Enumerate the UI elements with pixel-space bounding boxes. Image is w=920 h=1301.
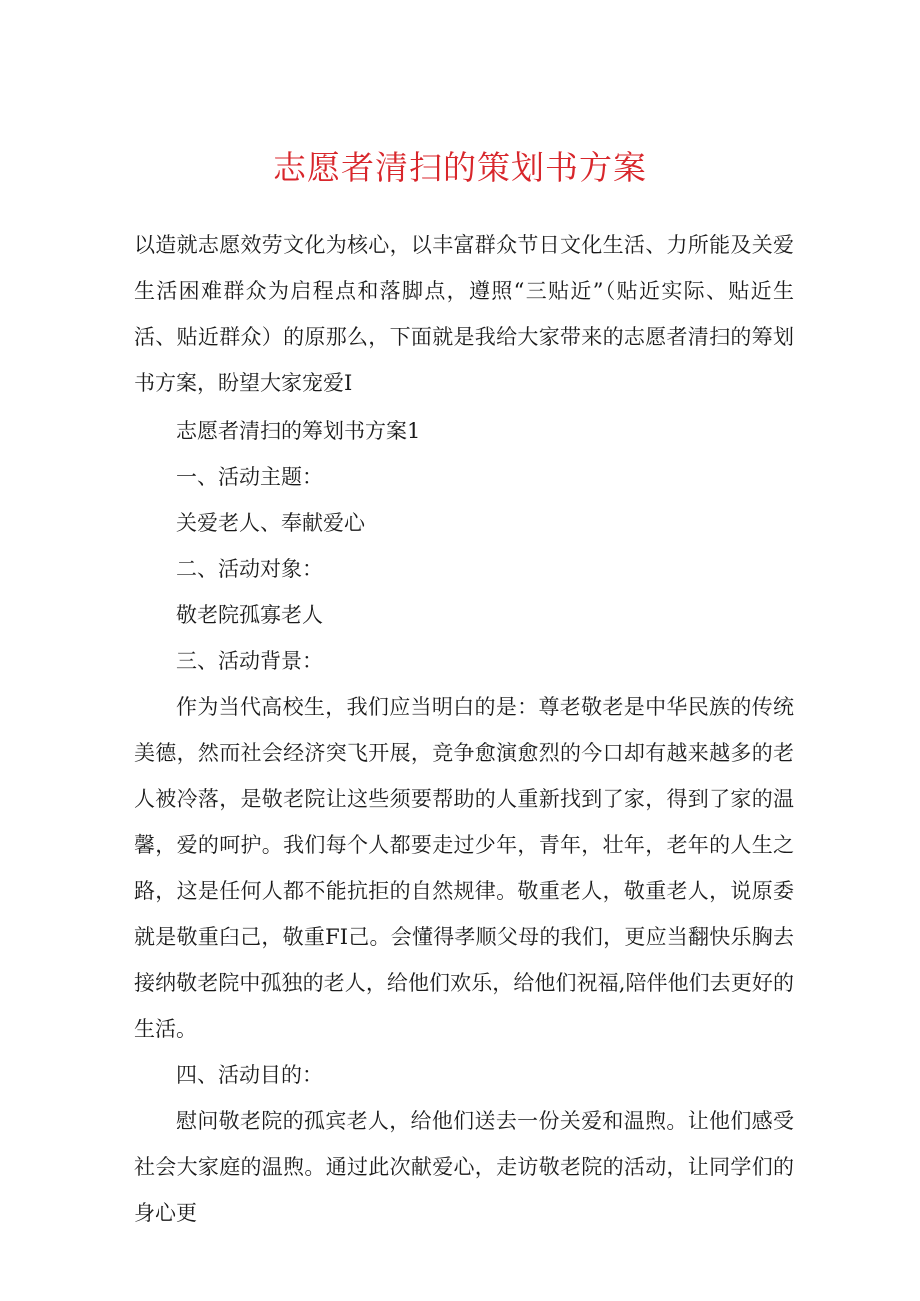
document-body [134,222,794,1236]
plan-subtitle: 志愿者清扫的筹划书方案1 [176,419,421,443]
section-3-heading: 三、活动背景： [176,649,323,673]
section-1-heading: 一、活动主题： [176,465,323,489]
section-3-text: 作为当代高校生，我们应当明白的是：尊老敬老是中华民族的传统美德，然而社会经济突飞开展，竞争愈演愈烈的今口却有越来越多的老人被冷落，是敬老院让这些须要帮助的人重新找到了家，得到了家的温馨，爱的呵护。我们每个人都要走过少年，青年，壮年，老年的人生之路，这是任何人都不能抗拒的自然规律。敬重老人，敬重老人，说原委就是敬重臼己，敬重FI己。会懂得孝顺父母的我们，更应当翻快乐胸去接纳敬老院中孤独的老人，给他们欢乐，给他们祝福,陪伴他们去更好的生活。 [134,695,794,1041]
section-2-text: 敬老院孤寡老人 [176,603,323,627]
section-4-text: 慰问敬老院的孤宾老人，给他们送去一份关爱和温煦。让他们感受社会大家庭的温煦。通过此次献爱心，走访敬老院的活动，让同学们的身心更 [134,1109,794,1225]
section-4-heading: 四、活动目的： [176,1063,323,1087]
section-1-text: 关爱老人、奉献爱心 [176,511,365,535]
document-title: 志愿者清扫的策划书方案 [273,148,647,187]
section-2-heading: 二、活动对象： [176,557,323,581]
intro-paragraph: 以造就志愿效劳文化为核心，以丰富群众节日文化生活、力所能及关爱生活困难群众为启程点和落脚点，遵照“三贴近”（贴近实际、贴近生活、贴近群众）的原那么，下面就是我给大家带来的志愿者清扫的筹划书方案，盼望大家宠爱I [134,233,794,395]
